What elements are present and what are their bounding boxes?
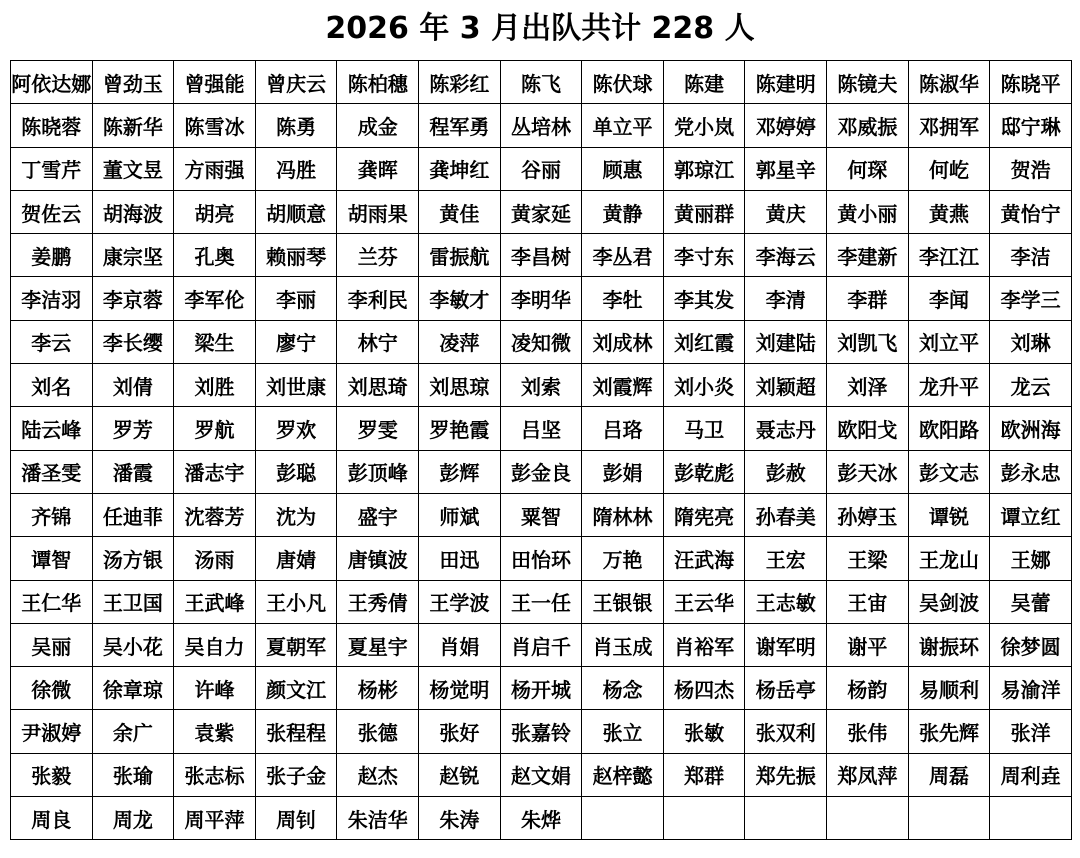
table-row <box>11 537 1072 580</box>
name-cell: 曾劲玉 <box>92 61 174 104</box>
name-cell: 彭乾彪 <box>663 450 745 493</box>
name-cell: 李洁羽 <box>11 277 93 320</box>
name-cell: 郑凤萍 <box>827 753 909 796</box>
name-cell: 王宙 <box>827 580 909 623</box>
empty-cell <box>582 797 664 840</box>
name-cell: 王武峰 <box>174 580 256 623</box>
name-cell: 刘立平 <box>908 320 990 363</box>
name-cell: 潘圣雯 <box>11 450 93 493</box>
name-cell: 罗欢 <box>255 407 337 450</box>
name-cell: 凌知微 <box>500 320 582 363</box>
name-cell: 周钊 <box>255 797 337 840</box>
name-cell: 张志标 <box>174 753 256 796</box>
name-cell: 曾庆云 <box>255 61 337 104</box>
name-cell: 颜文江 <box>255 667 337 710</box>
name-cell: 张程程 <box>255 710 337 753</box>
name-cell: 王仁华 <box>11 580 93 623</box>
name-cell: 张洋 <box>990 710 1072 753</box>
name-cell: 龚坤红 <box>419 147 501 190</box>
name-cell: 汤方银 <box>92 537 174 580</box>
name-cell: 吴蕾 <box>990 580 1072 623</box>
name-cell: 张先辉 <box>908 710 990 753</box>
name-cell: 李长缨 <box>92 320 174 363</box>
name-cell: 梁生 <box>174 320 256 363</box>
name-cell: 王梁 <box>827 537 909 580</box>
name-cell: 李京蓉 <box>92 277 174 320</box>
name-cell: 廖宁 <box>255 320 337 363</box>
name-cell: 师斌 <box>419 493 501 536</box>
name-cell: 王志敏 <box>745 580 827 623</box>
name-cell: 肖娟 <box>419 623 501 666</box>
table-row <box>11 234 1072 277</box>
name-cell: 田怡环 <box>500 537 582 580</box>
name-cell: 田迅 <box>419 537 501 580</box>
name-cell: 李利民 <box>337 277 419 320</box>
name-cell: 李海云 <box>745 234 827 277</box>
name-cell: 罗雯 <box>337 407 419 450</box>
name-cell: 冯胜 <box>255 147 337 190</box>
name-cell: 张立 <box>582 710 664 753</box>
name-cell: 谷丽 <box>500 147 582 190</box>
name-cell: 彭娟 <box>582 450 664 493</box>
name-cell: 李云 <box>11 320 93 363</box>
name-cell: 周龙 <box>92 797 174 840</box>
name-cell: 盛宇 <box>337 493 419 536</box>
name-cell: 郭星辛 <box>745 147 827 190</box>
name-cell: 郑先振 <box>745 753 827 796</box>
name-cell: 王学波 <box>419 580 501 623</box>
name-cell: 谭智 <box>11 537 93 580</box>
name-cell: 王卫国 <box>92 580 174 623</box>
name-cell: 刘建陆 <box>745 320 827 363</box>
name-cell: 王一任 <box>500 580 582 623</box>
name-cell: 吕珞 <box>582 407 664 450</box>
name-cell: 隋宪亮 <box>663 493 745 536</box>
name-cell: 张瑜 <box>92 753 174 796</box>
name-cell: 罗航 <box>174 407 256 450</box>
name-cell: 刘泽 <box>827 364 909 407</box>
name-cell: 黄燕 <box>908 190 990 233</box>
name-cell: 肖玉成 <box>582 623 664 666</box>
name-cell: 刘琳 <box>990 320 1072 363</box>
name-cell: 赵杰 <box>337 753 419 796</box>
empty-cell <box>990 797 1072 840</box>
name-cell: 吴丽 <box>11 623 93 666</box>
name-cell: 黄静 <box>582 190 664 233</box>
name-cell: 陈镜夫 <box>827 61 909 104</box>
name-cell: 杨岳亭 <box>745 667 827 710</box>
name-cell: 刘成林 <box>582 320 664 363</box>
empty-cell <box>663 797 745 840</box>
name-cell: 沈蓉芳 <box>174 493 256 536</box>
name-cell: 汤雨 <box>174 537 256 580</box>
name-cell: 罗艳霞 <box>419 407 501 450</box>
table-row <box>11 190 1072 233</box>
name-cell: 王小凡 <box>255 580 337 623</box>
name-cell: 唐镇波 <box>337 537 419 580</box>
name-cell: 刘颖超 <box>745 364 827 407</box>
name-cell: 黄佳 <box>419 190 501 233</box>
name-cell: 黄怡宁 <box>990 190 1072 233</box>
name-cell: 党小岚 <box>663 104 745 147</box>
name-cell: 万艳 <box>582 537 664 580</box>
name-cell: 彭文志 <box>908 450 990 493</box>
name-cell: 彭赦 <box>745 450 827 493</box>
name-cell: 何屹 <box>908 147 990 190</box>
name-cell: 彭天冰 <box>827 450 909 493</box>
name-cell: 凌萍 <box>419 320 501 363</box>
name-cell: 齐锦 <box>11 493 93 536</box>
name-cell: 刘世康 <box>255 364 337 407</box>
name-cell: 徐章琼 <box>92 667 174 710</box>
name-cell: 顾惠 <box>582 147 664 190</box>
name-cell: 李军伦 <box>174 277 256 320</box>
name-cell: 刘凯飞 <box>827 320 909 363</box>
table-row <box>11 623 1072 666</box>
name-cell: 赖丽琴 <box>255 234 337 277</box>
name-cell: 陈勇 <box>255 104 337 147</box>
name-cell: 彭永忠 <box>990 450 1072 493</box>
table-row <box>11 104 1072 147</box>
name-cell: 任迪菲 <box>92 493 174 536</box>
name-cell: 龙升平 <box>908 364 990 407</box>
name-cell: 贺佐云 <box>11 190 93 233</box>
name-cell: 胡顺意 <box>255 190 337 233</box>
name-cell: 李建新 <box>827 234 909 277</box>
name-cell: 赵锐 <box>419 753 501 796</box>
name-cell: 方雨强 <box>174 147 256 190</box>
empty-cell <box>908 797 990 840</box>
name-cell: 胡亮 <box>174 190 256 233</box>
name-cell: 张好 <box>419 710 501 753</box>
name-cell: 刘红霞 <box>663 320 745 363</box>
name-cell: 雷振航 <box>419 234 501 277</box>
name-cell: 谭锐 <box>908 493 990 536</box>
name-cell: 周良 <box>11 797 93 840</box>
name-cell: 杨彬 <box>337 667 419 710</box>
name-cell: 隋林林 <box>582 493 664 536</box>
name-cell: 陈淑华 <box>908 61 990 104</box>
name-cell: 杨韵 <box>827 667 909 710</box>
table-row <box>11 364 1072 407</box>
name-cell: 李闻 <box>908 277 990 320</box>
name-cell: 潘霞 <box>92 450 174 493</box>
name-cell: 陈晓平 <box>990 61 1072 104</box>
name-cell: 吕坚 <box>500 407 582 450</box>
name-cell: 程军勇 <box>419 104 501 147</box>
name-cell: 李昌树 <box>500 234 582 277</box>
name-cell: 张毅 <box>11 753 93 796</box>
roster-body <box>11 61 1072 840</box>
name-cell: 刘名 <box>11 364 93 407</box>
name-cell: 姜鹏 <box>11 234 93 277</box>
name-cell: 李学三 <box>990 277 1072 320</box>
name-cell: 杨觉明 <box>419 667 501 710</box>
name-cell: 刘索 <box>500 364 582 407</box>
name-cell: 赵文娟 <box>500 753 582 796</box>
name-cell: 黄庆 <box>745 190 827 233</box>
name-cell: 杨念 <box>582 667 664 710</box>
name-cell: 夏星宇 <box>337 623 419 666</box>
name-cell: 欧阳路 <box>908 407 990 450</box>
name-cell: 李丛君 <box>582 234 664 277</box>
name-cell: 邸宁琳 <box>990 104 1072 147</box>
name-cell: 李牡 <box>582 277 664 320</box>
name-cell: 李丽 <box>255 277 337 320</box>
name-cell: 赵梓懿 <box>582 753 664 796</box>
name-cell: 刘霞辉 <box>582 364 664 407</box>
name-cell: 张敏 <box>663 710 745 753</box>
name-cell: 陈晓蓉 <box>11 104 93 147</box>
name-cell: 丁雪芹 <box>11 147 93 190</box>
name-cell: 朱洁华 <box>337 797 419 840</box>
name-cell: 兰芬 <box>337 234 419 277</box>
table-row <box>11 147 1072 190</box>
name-cell: 黄丽群 <box>663 190 745 233</box>
table-row <box>11 753 1072 796</box>
name-cell: 陈雪冰 <box>174 104 256 147</box>
roster-table <box>10 60 1072 840</box>
name-cell: 黄小丽 <box>827 190 909 233</box>
name-cell: 陈彩红 <box>419 61 501 104</box>
name-cell: 李其发 <box>663 277 745 320</box>
name-cell: 龙云 <box>990 364 1072 407</box>
name-cell: 郑群 <box>663 753 745 796</box>
name-cell: 孔奥 <box>174 234 256 277</box>
name-cell: 张伟 <box>827 710 909 753</box>
name-cell: 刘思琦 <box>337 364 419 407</box>
name-cell: 王龙山 <box>908 537 990 580</box>
table-row <box>11 493 1072 536</box>
name-cell: 李江江 <box>908 234 990 277</box>
name-cell: 刘胜 <box>174 364 256 407</box>
name-cell: 肖裕军 <box>663 623 745 666</box>
name-cell: 贺浩 <box>990 147 1072 190</box>
name-cell: 沈为 <box>255 493 337 536</box>
empty-cell <box>827 797 909 840</box>
name-cell: 李群 <box>827 277 909 320</box>
name-cell: 潘志宇 <box>174 450 256 493</box>
name-cell: 朱烨 <box>500 797 582 840</box>
name-cell: 杨开城 <box>500 667 582 710</box>
name-cell: 王宏 <box>745 537 827 580</box>
name-cell: 杨四杰 <box>663 667 745 710</box>
name-cell: 吴自力 <box>174 623 256 666</box>
page-title: 2026 年 3 月出队共计 228 人 <box>325 11 755 46</box>
name-cell: 陈柏穗 <box>337 61 419 104</box>
name-cell: 林宁 <box>337 320 419 363</box>
table-row <box>11 320 1072 363</box>
name-cell: 周平萍 <box>174 797 256 840</box>
name-cell: 胡雨果 <box>337 190 419 233</box>
name-cell: 孙婷玉 <box>827 493 909 536</box>
name-cell: 阿依达娜 <box>11 61 93 104</box>
name-cell: 谢振环 <box>908 623 990 666</box>
empty-cell <box>745 797 827 840</box>
name-cell: 龚晖 <box>337 147 419 190</box>
name-cell: 曾强能 <box>174 61 256 104</box>
name-cell: 黄家延 <box>500 190 582 233</box>
name-cell: 谢军明 <box>745 623 827 666</box>
name-cell: 王娜 <box>990 537 1072 580</box>
name-cell: 周磊 <box>908 753 990 796</box>
name-cell: 欧阳戈 <box>827 407 909 450</box>
name-cell: 彭顶峰 <box>337 450 419 493</box>
name-cell: 刘倩 <box>92 364 174 407</box>
name-cell: 李清 <box>745 277 827 320</box>
name-cell: 朱涛 <box>419 797 501 840</box>
name-cell: 张子金 <box>255 753 337 796</box>
name-cell: 刘思琼 <box>419 364 501 407</box>
name-cell: 孙春美 <box>745 493 827 536</box>
name-cell: 周利垚 <box>990 753 1072 796</box>
name-cell: 李敏才 <box>419 277 501 320</box>
name-cell: 陈飞 <box>500 61 582 104</box>
name-cell: 李明华 <box>500 277 582 320</box>
name-cell: 陈伏球 <box>582 61 664 104</box>
name-cell: 单立平 <box>582 104 664 147</box>
name-cell: 董文昱 <box>92 147 174 190</box>
table-row <box>11 580 1072 623</box>
name-cell: 欧洲海 <box>990 407 1072 450</box>
table-row <box>11 61 1072 104</box>
name-cell: 马卫 <box>663 407 745 450</box>
table-row <box>11 450 1072 493</box>
name-cell: 张德 <box>337 710 419 753</box>
name-cell: 陆云峰 <box>11 407 93 450</box>
name-cell: 肖启千 <box>500 623 582 666</box>
name-cell: 余广 <box>92 710 174 753</box>
table-row <box>11 797 1072 840</box>
name-cell: 陈新华 <box>92 104 174 147</box>
name-cell: 唐婧 <box>255 537 337 580</box>
name-cell: 郭琼江 <box>663 147 745 190</box>
name-cell: 陈建明 <box>745 61 827 104</box>
name-cell: 彭辉 <box>419 450 501 493</box>
name-cell: 李洁 <box>990 234 1072 277</box>
name-cell: 王银银 <box>582 580 664 623</box>
name-cell: 吴剑波 <box>908 580 990 623</box>
name-cell: 谭立红 <box>990 493 1072 536</box>
table-row <box>11 277 1072 320</box>
name-cell: 李寸东 <box>663 234 745 277</box>
name-cell: 夏朝军 <box>255 623 337 666</box>
name-cell: 谢平 <box>827 623 909 666</box>
name-cell: 袁紫 <box>174 710 256 753</box>
table-row <box>11 667 1072 710</box>
name-cell: 丛培林 <box>500 104 582 147</box>
name-cell: 邓拥军 <box>908 104 990 147</box>
table-row <box>11 710 1072 753</box>
name-cell: 彭金良 <box>500 450 582 493</box>
name-cell: 易渝洋 <box>990 667 1072 710</box>
name-cell: 何琛 <box>827 147 909 190</box>
name-cell: 陈建 <box>663 61 745 104</box>
name-cell: 张双利 <box>745 710 827 753</box>
name-cell: 成金 <box>337 104 419 147</box>
name-cell: 刘小炎 <box>663 364 745 407</box>
name-cell: 彭聪 <box>255 450 337 493</box>
name-cell: 邓婷婷 <box>745 104 827 147</box>
name-cell: 胡海波 <box>92 190 174 233</box>
name-cell: 徐微 <box>11 667 93 710</box>
name-cell: 易顺利 <box>908 667 990 710</box>
name-cell: 聂志丹 <box>745 407 827 450</box>
name-cell: 康宗坚 <box>92 234 174 277</box>
name-cell: 吴小花 <box>92 623 174 666</box>
name-cell: 王秀倩 <box>337 580 419 623</box>
table-row <box>11 407 1072 450</box>
name-cell: 徐梦圆 <box>990 623 1072 666</box>
name-cell: 邓威振 <box>827 104 909 147</box>
name-cell: 王云华 <box>663 580 745 623</box>
name-cell: 许峰 <box>174 667 256 710</box>
name-cell: 粟智 <box>500 493 582 536</box>
name-cell: 张嘉铃 <box>500 710 582 753</box>
name-cell: 尹淑婷 <box>11 710 93 753</box>
name-cell: 汪武海 <box>663 537 745 580</box>
name-cell: 罗芳 <box>92 407 174 450</box>
